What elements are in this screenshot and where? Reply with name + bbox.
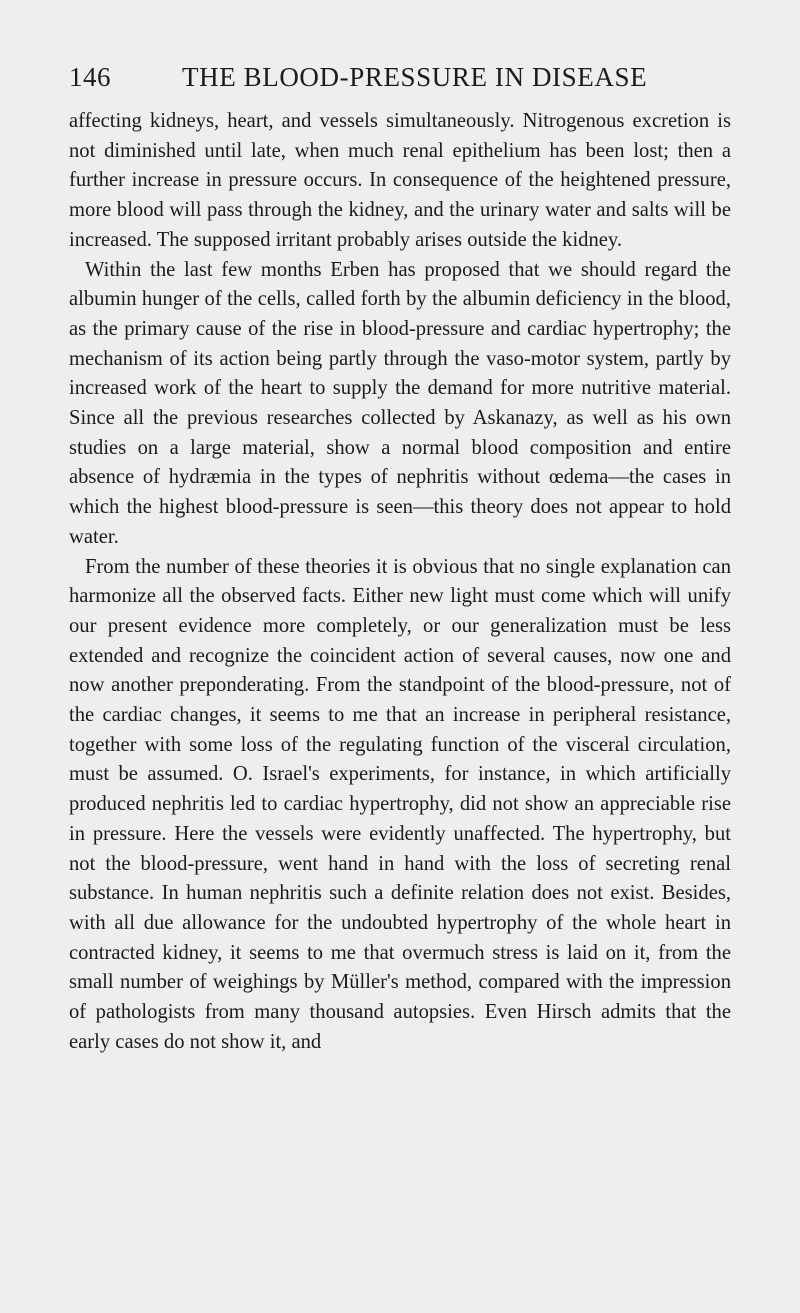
running-head (0, 58, 800, 98)
running-title: THE BLOOD-PRESSURE IN DISEASE (182, 62, 648, 92)
page-number: 146 (69, 62, 111, 92)
paragraph-continuation: affecting kidneys, heart, and vessels simultaneously. Nitrogenous excretion is not diminished until late, when much renal epithelium has been lost; then a further increase in pressure occurs. In consequence of the heightened pressure, more blood will pass through the kidney, and the urinary water and salts will be increased. The supposed irritant probably arises outside the kidney. (69, 110, 731, 251)
body-text (69, 107, 731, 1058)
paragraph-erben-theory: Within the last few months Erben has proposed that we should regard the albumin hunger of the cells, called forth by the albumin deficiency in the blood, as the primary cause of the rise in blood-pressure and cardiac hypertrophy; the mechanism of its action being partly through the vaso-motor system, partly by increased work of the heart to supply the demand for more nutritive material. Since all the previous researches collected by Askanazy, as well as his own studies on a large material, show a normal blood composition and entire absence of hydræmia in the types of nephritis without œdema—the cases in which the highest blood-pressure is seen—this theory does not appear to hold water. (69, 258, 731, 548)
paragraph-theories-summary: From the number of these theories it is obvious that no single explanation can harmonize all the observed facts. Either new light must come which will unify our present evidence more completely, or our generalization must be less extended and recognize the coincident action of several causes, now one and now another preponderating. From the standpoint of the blood-pressure, not of the cardiac changes, it seems to me that an increase in peripheral resistance, together with some loss of the regulating function of the visceral circulation, must be assumed. O. Israel's experiments, for instance, in which artificially produced nephritis led to cardiac hypertrophy, did not show an appreciable rise in pressure. Here the vessels were evidently unaffected. The hypertrophy, but not the blood-pressure, went hand in hand with the loss of secreting renal substance. In human nephritis such a definite relation does not exist. Besides, with all due allowance for the undoubted hypertrophy of the whole heart in contracted kidney, it seems to me that overmuch stress is laid on it, from the small number of weighings by Müller's method, compared with the impression of pathologists from many thousand autopsies. Even Hirsch admits that the early cases do not show it, and (69, 555, 731, 1053)
